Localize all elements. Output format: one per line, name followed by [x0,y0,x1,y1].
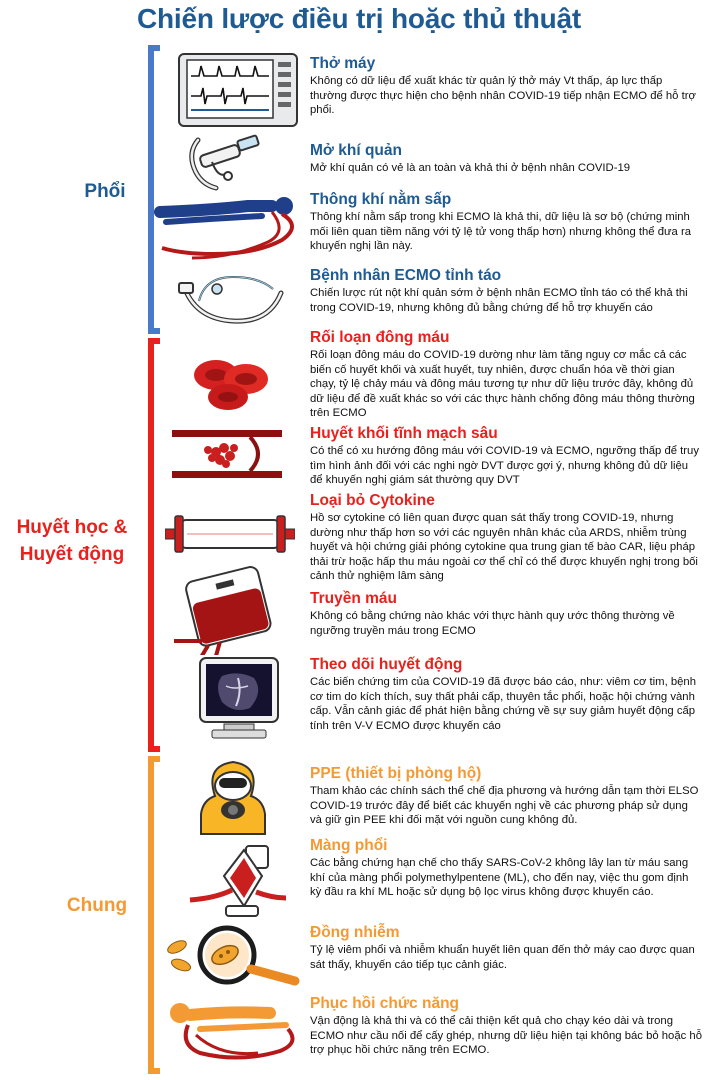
item-description: Không có bằng chứng nào khác với thực hành quy ước thông thường về ngưỡng truyền máu trong ECMO [310,610,675,637]
general-bracket [148,756,160,1074]
item-title: Huyết khối tĩnh mạch sâu [310,425,498,442]
rehabilitation-patient-icon [160,995,310,1067]
item-title: Thở máy [310,55,376,72]
item-coagulopathy [310,328,702,421]
oxygenator-membrane-icon [186,840,290,924]
item-transfusion [310,589,702,638]
item-title: Bệnh nhân ECMO tỉnh táo [310,267,502,284]
item-title: Truyền máu [310,590,397,607]
item-title: Thông khí nằm sấp [310,191,452,208]
item-description: Rối loạn đông máu do COVID-19 dường như làm tăng nguy cơ mắc cả các biến cố huyết khối và xuất huyết, tuy nhiên, được chuẩn hóa về thời gian chạy, tỷ lệ chảy máu và đông máu tương tự như dữ liệu trước đây, không đủ dữ liệu để đề xuất khác so với các thực hành chống đông máu thông thường trên ECMO [310,349,695,419]
item-description: Thông khí nằm sấp trong khi ECMO là khả thi, dữ liệu là sơ bộ (chứng minh mối liên quan tiềm năng với tỷ lệ tử vong thấp hơn) nhưng không thể đưa ra khuyến nghị lần này. [310,211,692,252]
item-ppe [310,764,702,828]
item-description: Mở khí quản có vẻ là an toàn và khả thi ở bệnh nhân COVID-19 [310,162,631,174]
item-description: Vận động là khả thi và có thể cải thiện kết quả cho chạy kéo dài và trong ECMO như cầu nối để cấy ghép, nhưng dữ liệu hiện tại không bác bỏ hoặc hỗ trợ phục hồi chức năng trên ECMO. [310,1015,702,1056]
ventilator-icon [177,52,299,128]
item-description: Không có dữ liệu để xuất khác từ quản lý thở máy Vt thấp, áp lực thấp thường được thực hiện cho bệnh nhân COVID-19 tiếp nhận ECMO để hỗ trợ phổi. [310,75,696,116]
item-title: Rối loạn đông máu [310,329,450,346]
prone-patient-icon [152,192,302,262]
group-label-hematology-line2: Huyết động [19,544,125,565]
blood-bag-icon [170,565,280,655]
item-description: Các biến chứng tim của COVID-19 đã được báo cáo, như: viêm cơ tim, bệnh cơ tim do kích thích, suy thất phải cấp, thuyên tắc phổi, hoặc hội chứng vành cấp. Vẫn cảnh giác để phát hiện bằng chứng về sự suy giảm huyết động cấp tính trên V-V ECMO được khuyến cáo [310,676,696,732]
hematology-bracket [148,338,160,752]
item-title: Loại bỏ Cytokine [310,492,435,509]
item-title: Phục hồi chức năng [310,995,460,1012]
ppe-suit-icon [193,758,273,836]
cytokine-filter-icon [165,512,295,556]
item-title: PPE (thiết bị phòng hộ) [310,765,482,782]
red-blood-cells-icon [192,355,272,413]
group-label-hematology-line1: Huyết học & [16,517,128,538]
item-title: Mở khí quản [310,142,402,159]
group-label-hematology [2,514,142,568]
item-prone-ventilation [310,190,702,254]
tracheostomy-tube-icon [182,132,274,194]
group-label-pulmonary: Phổi [84,181,126,202]
item-deep-vein-thrombosis [310,424,702,488]
item-title: Màng phổi [310,837,388,854]
item-hemodynamic-monitoring [310,655,702,733]
item-awake-ecmo [310,266,702,315]
item-membrane-lung [310,836,702,900]
item-description: Có thể có xu hướng đông máu với COVID-19 và ECMO, ngưỡng thấp để truy tìm hình ảnh đối với các nghi ngờ DVT được gợi ý, nhưng không đủ dữ liệu để khuyến nghị giám sát thường quy DVT [310,445,699,486]
item-rehabilitation [310,994,702,1058]
echocardiogram-monitor-icon [198,656,280,740]
item-title: Theo dõi huyết động [310,656,463,673]
magnifier-bacteria-icon [165,925,300,987]
item-description: Tỷ lệ viêm phổi và nhiễm khuẩn huyết liên quan đến thở máy cao được quan sát thấy, khuyến cáo tiếp tục cảnh giác. [310,944,695,971]
item-cytokine-removal [310,491,702,584]
item-description: Tham khảo các chính sách thể chế địa phương và hướng dẫn tạm thời ELSO COVID-19 trước đây để biết các khuyến nghị về các phương pháp sử dụng và giữ gìn PEE khi đối mặt với nguồn cung không đủ. [310,785,699,826]
item-description: Hồ sơ cytokine có liên quan được quan sát thấy trong COVID-19, nhưng dường như thấp hơn so với các nguyên nhân khác của ARDS, nhiễm trùng huyết và hội chứng giải phóng cytokine qua trung gian tế bào CAR, liệu pháp thải trừ hoặc hấp thu máu ngoài cơ thể chỉ có thể được khuyến nghị trong bối cảnh thử nghiệm lâm sàng [310,512,698,582]
item-coinfection [310,923,702,972]
item-title: Đồng nhiễm [310,924,400,941]
item-description: Các bằng chứng hạn chế cho thấy SARS-CoV-2 không lây lan từ máu sang khí của màng phổi polymethylpentene (ML), cho đến nay, việc thu gom định kỳ đầu ra khí ML hoặc sử dụng bộ lọc virus không được khuyến cáo. [310,857,689,898]
item-tracheostomy [310,141,702,176]
group-label-general: Chung [66,895,128,916]
page-title: Chiến lược điều trị hoặc thủ thuật [136,3,582,34]
blood-clot-vessel-icon [172,428,282,480]
item-description: Chiến lược rút nột khí quản sớm ở bệnh nhân ECMO tỉnh táo có thể khả thi trong COVID-19, nhưng không đủ bằng chứng để hỗ trợ khuyến cáo [310,287,688,314]
endotracheal-tube-icon [177,263,287,331]
item-mechanical-ventilation [310,54,702,118]
